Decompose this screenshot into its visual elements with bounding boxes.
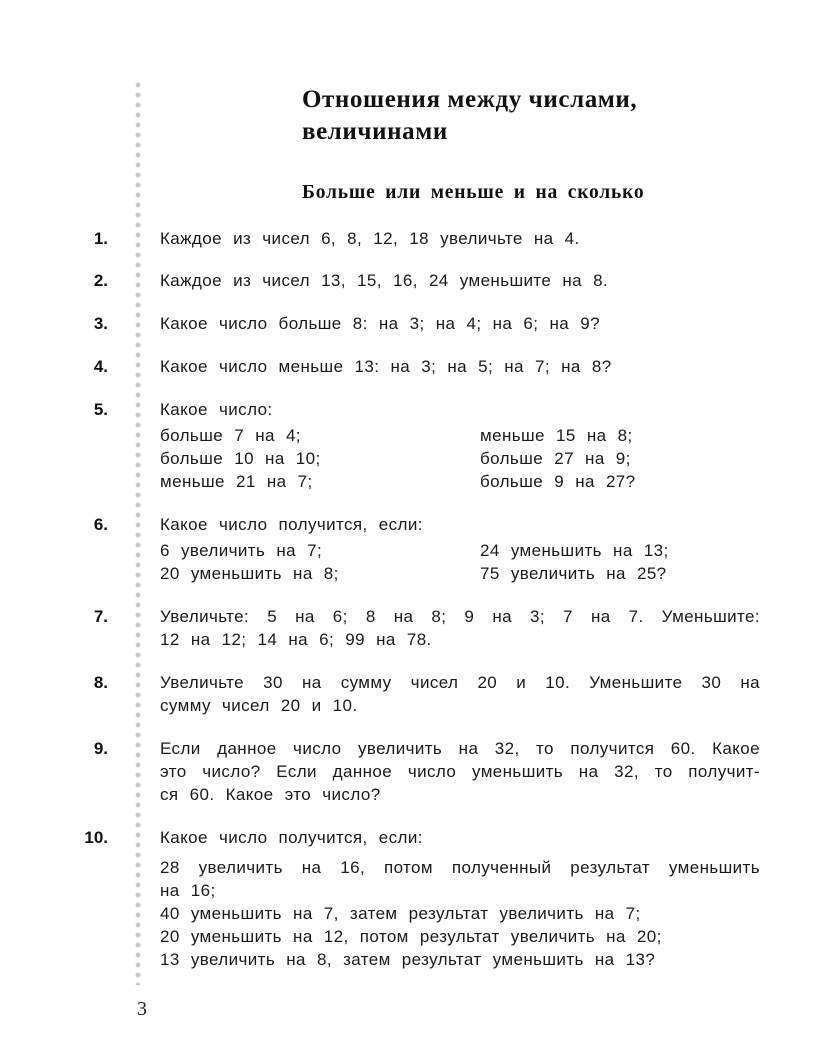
- problem-text: Каждое из чисел 13, 15, 16, 24 уменьшите на 8.: [160, 271, 609, 290]
- problem-text-line: сумму чисел 20 и 10.: [160, 696, 358, 715]
- problem-number: 5.: [93, 400, 108, 419]
- page-title: [302, 84, 637, 148]
- problem-item: больше 7 на 4;: [160, 426, 301, 445]
- problem-number: 9.: [93, 739, 108, 758]
- problem-text-line: Увеличьте 30 на сумму чисел 20 и 10. Уменьшите 30 на: [160, 673, 760, 692]
- problem-item: меньше 21 на 7;: [160, 472, 313, 491]
- problem-columns: [160, 539, 760, 585]
- problem-text: Какое число получится, если:: [160, 515, 423, 534]
- section-subtitle: Больше или меньше и на сколько: [302, 182, 645, 203]
- problem-text-line: 40 уменьшить на 7, затем результат увеличить на 7;: [160, 904, 641, 923]
- margin-dot-line: [134, 80, 142, 985]
- problem-text-line: Увеличьте: 5 на 6; 8 на 8; 9 на 3; 7 на 7. Уменьшите:: [160, 607, 760, 626]
- problem-text-line: 12 на 12; 14 на 6; 99 на 78.: [160, 630, 432, 649]
- problem-columns: [160, 424, 760, 493]
- problem-text-line: Если данное число увеличить на 32, то получится 60. Какое: [160, 739, 760, 758]
- title-line-2: величинами: [302, 118, 448, 145]
- problem-number: 4.: [93, 357, 108, 376]
- title-line-1: Отношения между числами,: [302, 86, 638, 113]
- problem-item: меньше 15 на 8;: [480, 426, 633, 445]
- problem-text-line: 13 увеличить на 8, затем результат уменьшить на 13?: [160, 950, 656, 969]
- problem-text: Какое число получится, если:: [160, 828, 423, 847]
- problem-number: 6.: [93, 515, 108, 534]
- problem-item: больше 10 на 10;: [160, 449, 321, 468]
- problem-text: Какое число меньше 13: на 3; на 5; на 7; на 8?: [160, 357, 612, 376]
- problem-text: Каждое из чисел 6, 8, 12, 18 увеличьте на 4.: [160, 229, 580, 248]
- problem-text-line: это число? Если данное число уменьшить на 32, то получит-: [160, 762, 760, 781]
- problem-number: 2.: [93, 271, 108, 290]
- problem-number: 7.: [93, 607, 108, 626]
- problem-text-line: ся 60. Какое это число?: [160, 785, 381, 804]
- problem-number: 8.: [93, 673, 108, 692]
- problem-item: больше 9 на 27?: [480, 472, 636, 491]
- problem-item: больше 27 на 9;: [480, 449, 631, 468]
- problem-text: Какое число:: [160, 400, 273, 419]
- problem-number: 3.: [93, 314, 108, 333]
- problem-text-line: 28 увеличить на 16, потом полученный результат уменьшить: [160, 858, 760, 877]
- problem-text: Какое число больше 8: на 3; на 4; на 6; на 9?: [160, 314, 600, 333]
- problem-text-line: 20 уменьшить на 12, потом результат увеличить на 20;: [160, 927, 662, 946]
- problem-item: 20 уменьшить на 8;: [160, 564, 339, 583]
- problem-item: 6 увеличить на 7;: [160, 541, 323, 560]
- problem-number: 10.: [84, 828, 108, 847]
- problem-item: 24 уменьшить на 13;: [480, 541, 669, 560]
- problem-text-line: на 16;: [160, 881, 216, 900]
- problem-number: 1.: [93, 229, 108, 248]
- problem-item: 75 увеличить на 25?: [480, 564, 667, 583]
- page-number: 3: [137, 998, 147, 1020]
